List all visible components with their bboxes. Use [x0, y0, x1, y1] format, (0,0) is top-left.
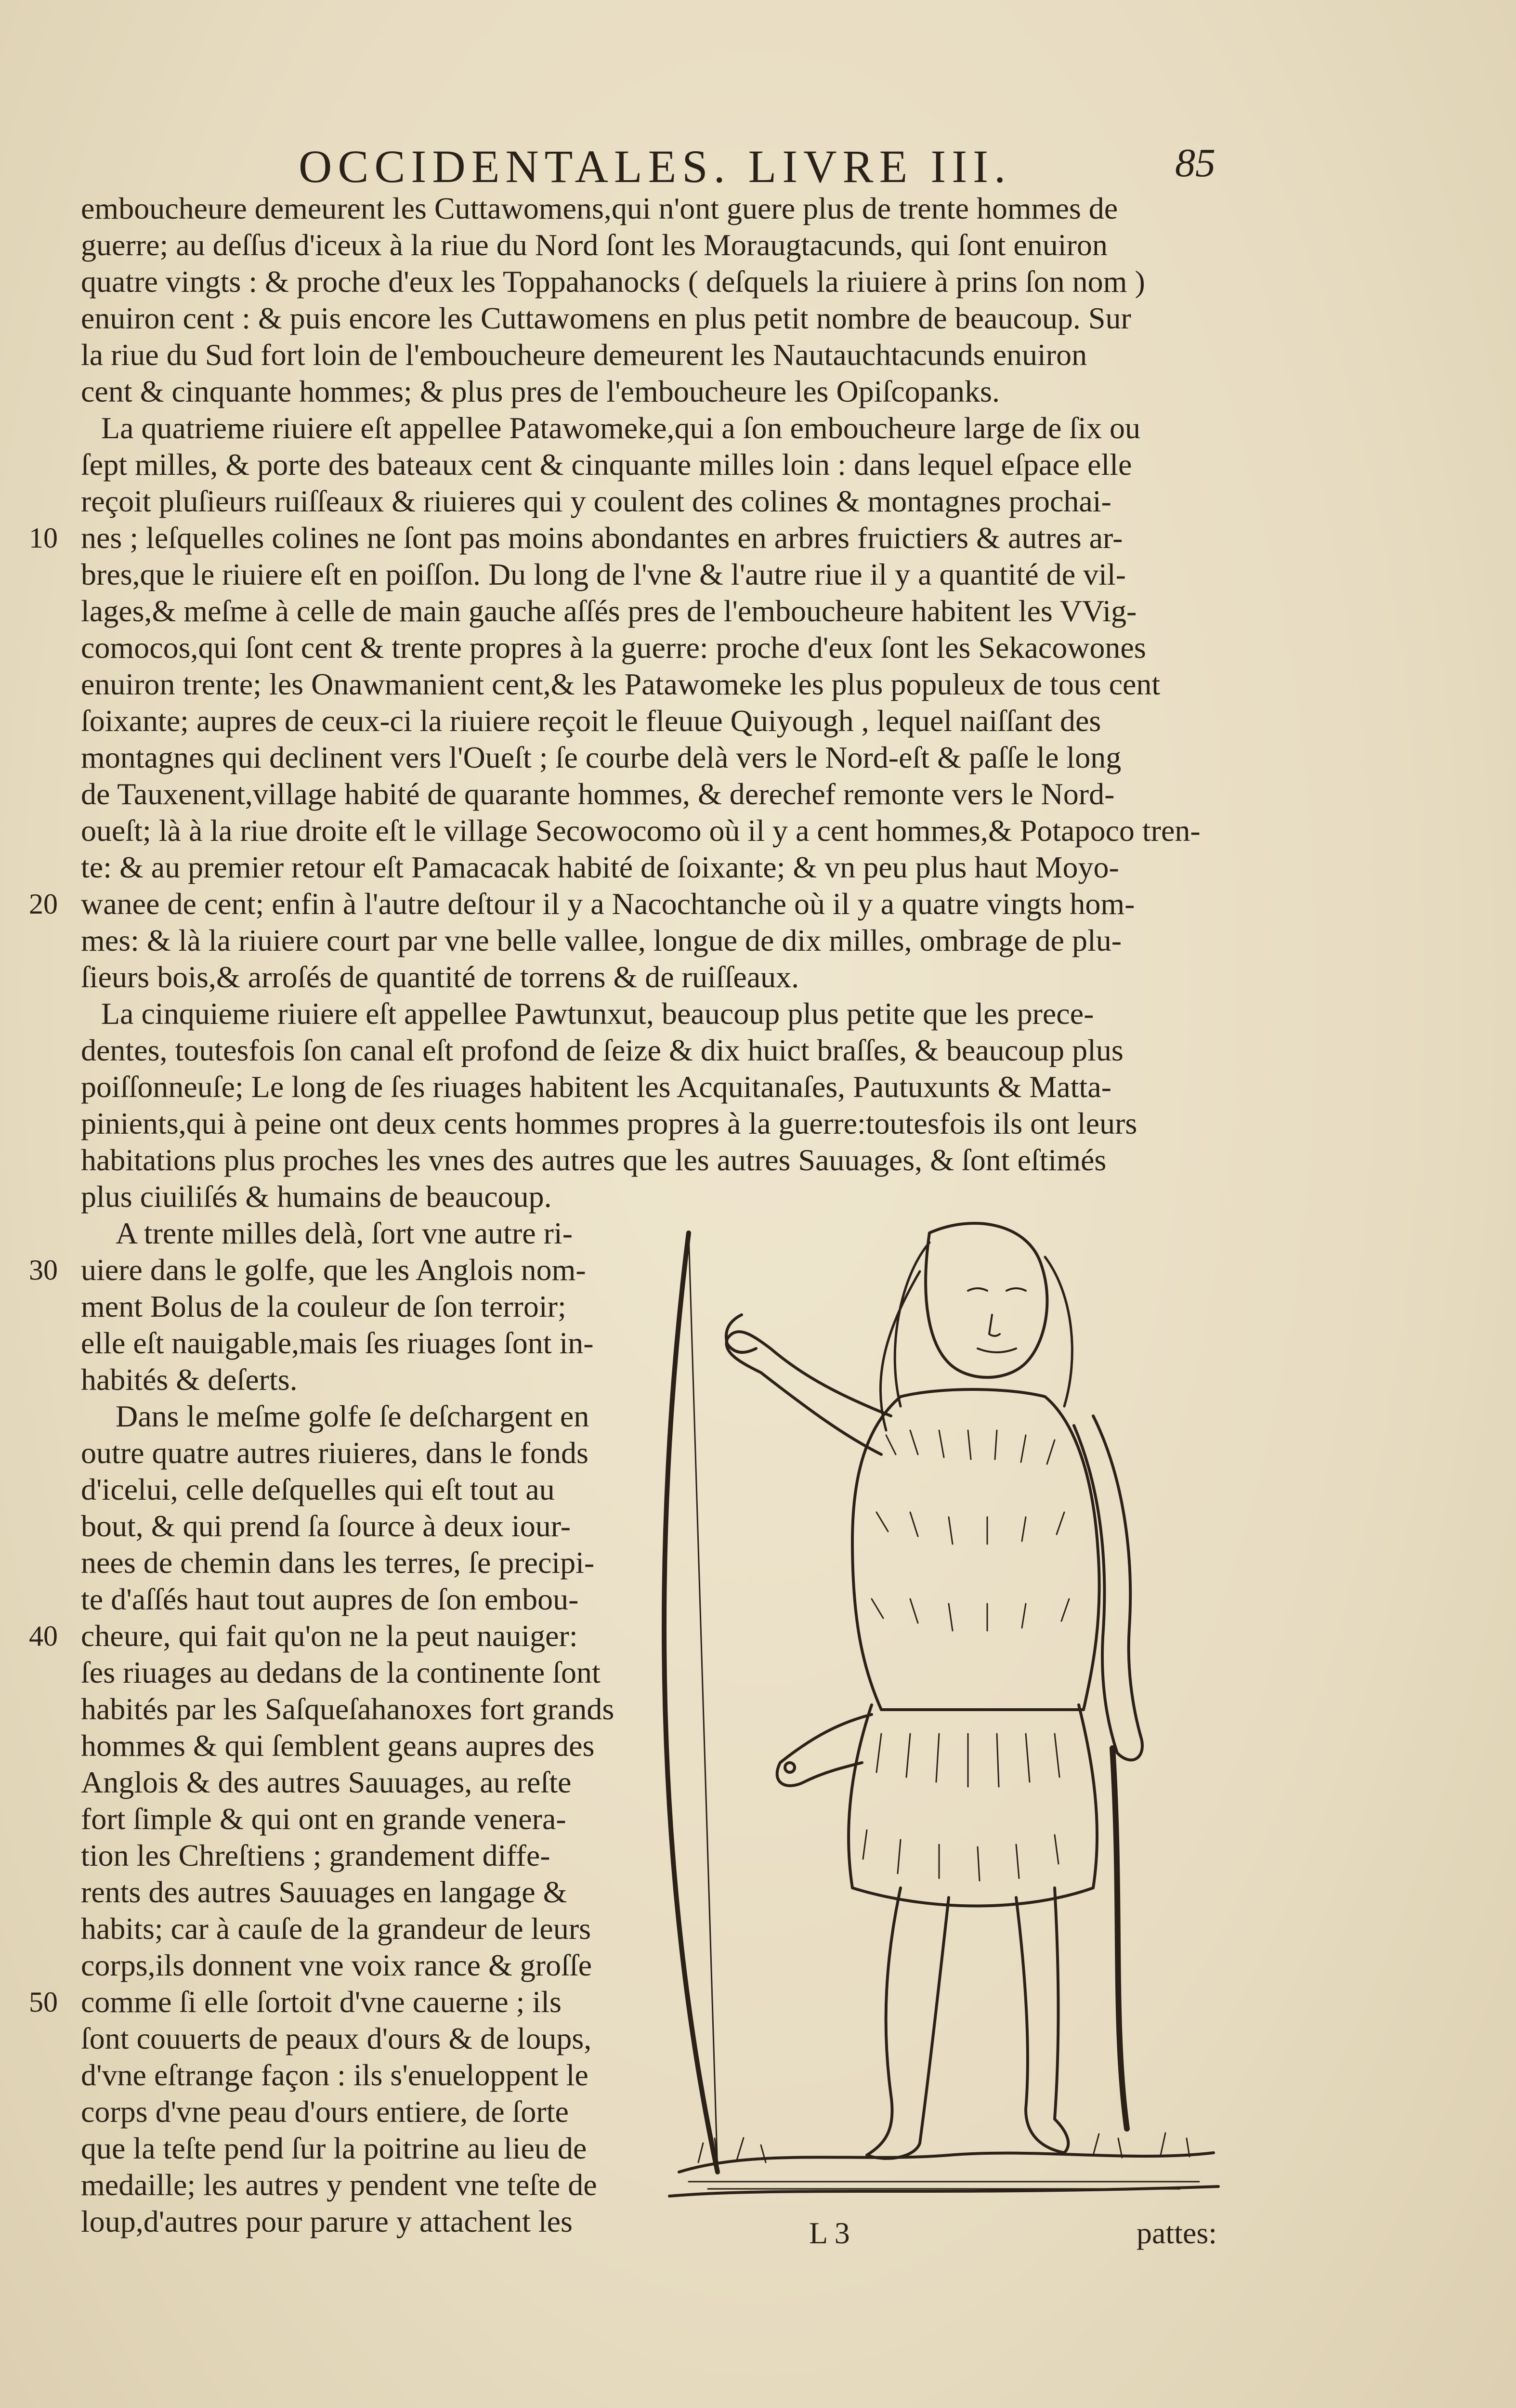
- margin-line-number: 50: [29, 1986, 58, 2018]
- body-line: d'vne eſtrange façon : ils s'enueloppent le: [81, 2058, 588, 2092]
- body-line: nees de chemin dans les terres, ſe precipi-: [81, 1545, 595, 1580]
- body-line: loup,d'autres pour parure y attachent les: [81, 2204, 573, 2238]
- body-line: nes ; leſquelles colines ne ſont pas moins abondantes en arbres fruictiers & autres ar-: [81, 521, 1123, 555]
- body-line: La quatrieme riuiere eſt appellee Patawomeke,qui a ſon emboucheure large de ſix ou: [101, 411, 1140, 445]
- body-line: pinients,qui à peine ont deux cents hommes propres à la guerre:toutesfois ils ont leurs: [81, 1106, 1137, 1140]
- body-line: Dans le meſme golfe ſe deſchargent en: [116, 1399, 589, 1433]
- body-line: Anglois & des autres Sauuages, au reſte: [81, 1765, 572, 1799]
- running-title: OCCIDENTALES. LIVRE III.: [299, 141, 1012, 192]
- body-line: comocos,qui ſont cent & trente propres à la guerre: proche d'eux ſont les Sekacowones: [81, 630, 1146, 665]
- body-line: ment Bolus de la couleur de ſon terroir;: [81, 1289, 566, 1323]
- body-line: ſept milles, & porte des bateaux cent & cinquante milles loin : dans lequel eſpace elle: [81, 447, 1132, 482]
- body-line: enuiron cent : & puis encore les Cuttawomens en plus petit nombre de beaucoup. Sur: [81, 301, 1131, 335]
- margin-line-number: 40: [29, 1620, 58, 1652]
- body-line: te: & au premier retour eſt Pamacacak habité de ſoixante; & vn peu plus haut Moyo-: [81, 850, 1119, 884]
- body-line: lages,& meſme à celle de main gauche aſſés pres de l'emboucheure habitent les VVig-: [81, 594, 1137, 628]
- body-line: ſieurs bois,& arroſés de quantité de torrens & de ruiſſeaux.: [81, 960, 799, 994]
- body-line: hommes & qui ſemblent geans aupres des: [81, 1728, 595, 1763]
- body-line: comme ſi elle ſortoit d'vne cauerne ; ils: [81, 1985, 562, 2019]
- body-line: reçoit pluſieurs ruiſſeaux & riuieres qui y coulent des colines & montagnes prochai-: [81, 484, 1111, 518]
- body-line: ſont couuerts de peaux d'ours & de loups,: [81, 2021, 592, 2055]
- body-line: la riue du Sud fort loin de l'emboucheure demeurent les Nautauchtacunds enuiron: [81, 338, 1087, 372]
- body-line: d'icelui, celle deſquelles qui eſt tout au: [81, 1472, 555, 1506]
- body-line: ſoixante; aupres de ceux-ci la riuiere reçoit le fleuue Quiyough , lequel naiſſant des: [81, 704, 1101, 738]
- body-line: bout, & qui prend ſa ſource à deux iour-: [81, 1509, 571, 1543]
- body-line: poiſſonneuſe; Le long de ſes riuages habitent les Acquitanaſes, Pautuxunts & Matta-: [81, 1070, 1111, 1104]
- body-line: guerre; au deſſus d'iceux à la riue du Nord ſont les Moraugtacunds, qui ſont enuiron: [81, 228, 1108, 262]
- body-line: te d'aſſés haut tout aupres de ſon embou-: [81, 1582, 579, 1616]
- body-line: cheure, qui fait qu'on ne la peut nauiger:: [81, 1619, 578, 1653]
- body-line: corps,ils donnent vne voix rance & groſſe: [81, 1948, 592, 1982]
- catchword: pattes:: [1137, 2216, 1217, 2250]
- body-line: plus ciuiliſés & humains de beaucoup.: [81, 1179, 552, 1214]
- signature-mark: L 3: [809, 2216, 850, 2250]
- body-line: emboucheure demeurent les Cuttawomens,qui n'ont guere plus de trente hommes de: [81, 191, 1118, 225]
- body-line: outre quatre autres riuieres, dans le fonds: [81, 1436, 588, 1470]
- body-line: habités & deſerts.: [81, 1362, 298, 1397]
- body-line: enuiron trente; les Onawmanient cent,& les Patawomeke les plus populeux de tous cent: [81, 667, 1161, 701]
- body-line: habits; car à cauſe de la grandeur de leurs: [81, 1911, 591, 1946]
- body-line: que la teſte pend ſur la poitrine au lieu de: [81, 2131, 587, 2165]
- body-line: ſes riuages au dedans de la continente ſont: [81, 1655, 601, 1689]
- body-line: La cinquieme riuiere eſt appellee Pawtunxut, beaucoup plus petite que les prece-: [101, 996, 1094, 1031]
- body-line: elle eſt nauigable,mais ſes riuages ſont in-: [81, 1326, 594, 1360]
- body-line: de Tauxenent,village habité de quarante hommes, & derechef remonte vers le Nord-: [81, 777, 1115, 811]
- body-line: habités par les Saſqueſahanoxes fort grands: [81, 1692, 614, 1726]
- woodcut-illustration: [660, 1204, 1228, 2225]
- body-line: oueſt; là à la riue droite eſt le village Secowocomo où il y a cent hommes,& Potapoco tren-: [81, 813, 1201, 848]
- body-line: uiere dans le golfe, que les Anglois nom-: [81, 1253, 586, 1287]
- body-line: mes: & là la riuiere court par vne belle vallee, longue de dix milles, ombrage de plu-: [81, 923, 1122, 957]
- body-line: bres,que le riuiere eſt en poiſſon. Du long de l'vne & l'autre riue il y a quantité de vil-: [81, 557, 1126, 591]
- body-line: montagnes qui declinent vers l'Oueſt ; ſe courbe delà vers le Nord-eſt & paſſe le long: [81, 740, 1122, 774]
- body-line: rents des autres Sauuages en langage &: [81, 1875, 567, 1909]
- body-line: fort ſimple & qui ont en grande venera-: [81, 1802, 566, 1836]
- folio-number: 85: [1175, 141, 1215, 185]
- body-line: cent & cinquante hommes; & plus pres de l'emboucheure les Opiſcopanks.: [81, 374, 1000, 408]
- margin-line-number: 10: [29, 522, 58, 554]
- body-line: quatre vingts : & proche d'eux les Toppahanocks ( deſquels la riuiere à prins ſon nom ): [81, 264, 1145, 299]
- margin-line-number: 30: [29, 1254, 58, 1286]
- body-line: dentes, toutesfois ſon canal eſt profond de ſeize & dix huict braſſes, & beaucoup plus: [81, 1033, 1124, 1067]
- margin-line-number: 20: [29, 888, 58, 920]
- body-line: A trente milles delà, ſort vne autre ri-: [116, 1216, 573, 1250]
- body-line: wanee de cent; enfin à l'autre deſtour il y a Nacochtanche où il y a quatre vingts hom-: [81, 887, 1135, 921]
- body-line: corps d'vne peau d'ours entiere, de ſorte: [81, 2094, 569, 2129]
- body-line: tion les Chreſtiens ; grandement diffe-: [81, 1838, 550, 1872]
- body-line: habitations plus proches les vnes des autres que les autres Sauuages, & ſont eſtimés: [81, 1143, 1107, 1177]
- body-line: medaille; les autres y pendent vne teſte de: [81, 2168, 597, 2202]
